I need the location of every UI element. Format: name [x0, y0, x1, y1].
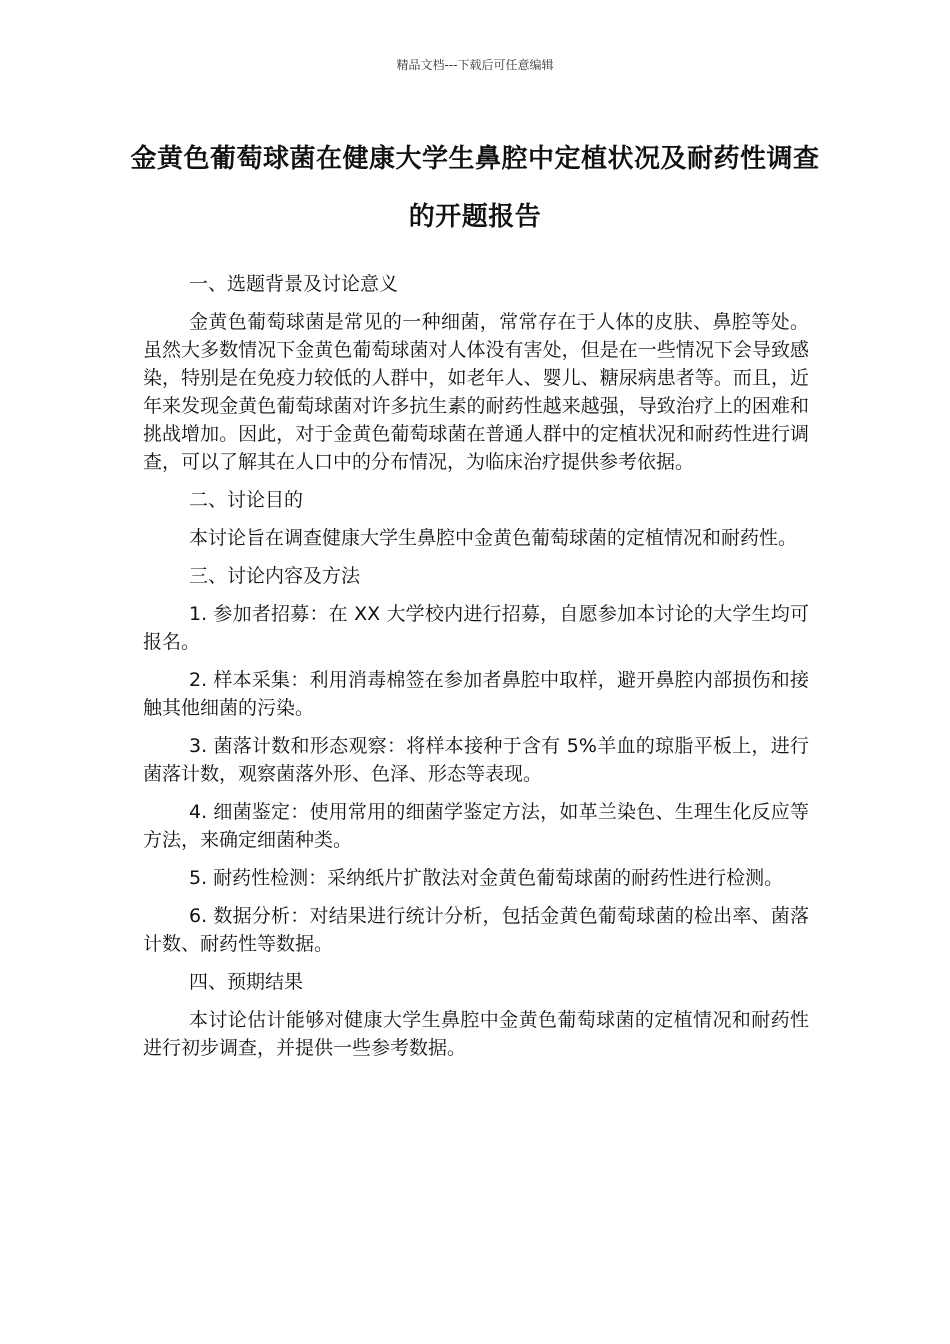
- list-item-data-analysis: 6. 数据分析：对结果进行统计分析，包括金黄色葡萄球菌的检出率、菌落计数、耐药性等数据。: [143, 905, 809, 955]
- paragraph-expected-results: 本讨论估计能够对健康大学生鼻腔中金黄色葡萄球菌的定植情况和耐药性进行初步调查，并提供一些参考数据。: [143, 1009, 809, 1059]
- paragraph-background: 金黄色葡萄球菌是常见的一种细菌，常常存在于人体的皮肤、鼻腔等处。虽然大多数情况下金黄色葡萄球菌对人体没有害处，但是在一些情况下会导致感染，特别是在免疫力较低的人群中，如老年人、婴儿、糖尿病患者等。而且，近年来发现金黄色葡萄球菌对许多抗生素的耐药性越来越强，导致治疗上的困难和挑战增加。因此，对于金黄色葡萄球菌在普通人群中的定植状况和耐药性进行调查，可以了解其在人口中的分布情况，为临床治疗提供参考依据。: [143, 311, 809, 473]
- list-item-sampling: 2. 样本采集：利用消毒棉签在参加者鼻腔中取样，避开鼻腔内部损伤和接触其他细菌的污染。: [143, 669, 809, 719]
- list-item-colony-count: 3. 菌落计数和形态观察：将样本接种于含有 5%羊血的琼脂平板上，进行菌落计数，观察菌落外形、色泽、形态等表现。: [143, 735, 809, 785]
- list-item-identification: 4. 细菌鉴定：使用常用的细菌学鉴定方法，如革兰染色、生理生化反应等方法，来确定细菌种类。: [143, 801, 809, 851]
- section-heading-background: 一、选题背景及讨论意义: [189, 273, 399, 295]
- section-heading-purpose: 二、讨论目的: [189, 489, 304, 511]
- header-note: 精品文档---下载后可任意编辑: [396, 58, 554, 72]
- list-item-recruitment: 1. 参加者招募：在 XX 大学校内进行招募，自愿参加本讨论的大学生均可报名。: [143, 603, 809, 653]
- document-body: [143, 270, 809, 1072]
- section-heading-expected-results: 四、预期结果: [189, 971, 304, 993]
- section-heading-methods: 三、讨论内容及方法: [189, 565, 361, 587]
- document-title: 金黄色葡萄球菌在健康大学生鼻腔中定植状况及耐药性调查的开题报告: [130, 144, 820, 232]
- paragraph-purpose: 本讨论旨在调查健康大学生鼻腔中金黄色葡萄球菌的定植情况和耐药性。: [189, 527, 798, 549]
- list-item-resistance-test: 5. 耐药性检测：采纳纸片扩散法对金黄色葡萄球菌的耐药性进行检测。: [189, 867, 784, 889]
